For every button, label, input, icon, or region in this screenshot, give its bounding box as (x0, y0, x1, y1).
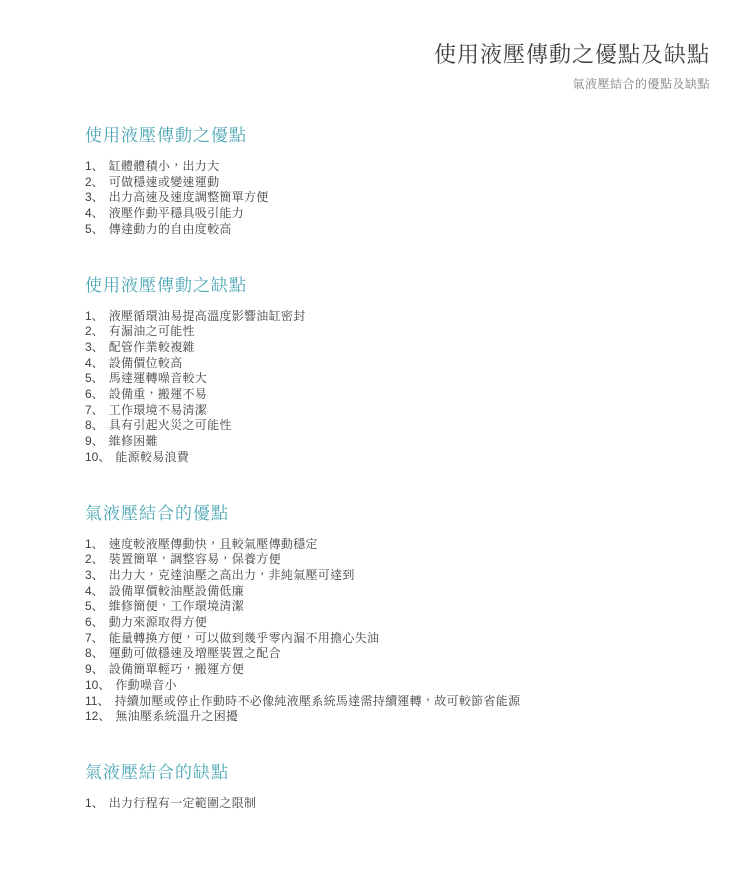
section-heading: 使用液壓傳動之缺點 (85, 275, 247, 295)
document-header (85, 40, 710, 92)
document-section (85, 762, 710, 812)
list-item (85, 678, 710, 694)
document-section (85, 125, 710, 238)
list-item-text: 工作環境不易清潔 (108, 402, 208, 417)
list-item-text: 速度較液壓傳動快，且較氣壓傳動穩定 (108, 536, 318, 551)
list-item-text: 可做穩速或變速運動 (108, 174, 220, 189)
list-item-number: 6、 (85, 615, 104, 630)
list-item-number: 1、 (85, 159, 104, 173)
list-item-text: 馬達運轉噪音較大 (108, 371, 208, 386)
list-item (85, 206, 710, 222)
list-item-text: 出力行程有一定範圍之限制 (108, 795, 257, 810)
list-item-number: 8、 (85, 646, 104, 661)
list-item-text: 無油壓系統溫升之困擾 (115, 709, 239, 724)
list-item-text: 有漏油之可能性 (108, 324, 195, 339)
list-item-number: 1、 (85, 308, 104, 323)
section-heading: 使用液壓傳動之優點 (85, 126, 247, 145)
list-item-number: 10、 (85, 677, 111, 692)
list-item (85, 646, 710, 662)
list-item-number: 8、 (85, 418, 104, 433)
list-item-text: 動力來源取得方便 (108, 615, 208, 630)
list-item-number: 1、 (85, 536, 104, 551)
list-item-text: 出力大，克達油壓之高出力，非純氣壓可達到 (108, 567, 355, 582)
list-item-text: 配管作業較複雜 (108, 339, 195, 354)
list-item-text: 具有引起火災之可能性 (108, 418, 232, 433)
list-item-text: 設備單價較油壓設備低廉 (108, 583, 244, 598)
list-item-number: 5、 (85, 371, 104, 386)
page-subtitle: 氣液壓結合的優點及缺點 (572, 77, 710, 91)
section-list (85, 309, 710, 466)
list-item-number: 3、 (85, 339, 104, 354)
list-item-number: 4、 (85, 206, 104, 221)
list-item (85, 175, 710, 191)
document-section (85, 275, 710, 466)
list-item-text: 運動可做穩速及增壓裝置之配合 (108, 646, 281, 661)
list-item (85, 403, 710, 419)
list-item (85, 340, 710, 356)
list-item (85, 584, 710, 600)
list-item-text: 持續加壓或停止作動時不必像純液壓系統馬達需持續運轉，故可較節省能源 (114, 693, 521, 708)
list-item-text: 能量轉換方便，可以做到幾乎零內漏不用擔心失油 (108, 630, 380, 645)
list-item-text: 維修簡便，工作環境清潔 (108, 599, 244, 614)
list-item-number: 6、 (85, 387, 104, 402)
list-item (85, 631, 710, 647)
list-item (85, 324, 710, 340)
list-item-text: 設備重，搬運不易 (108, 387, 208, 402)
list-item-number: 7、 (85, 630, 104, 645)
list-item-text: 能源較易浪費 (115, 449, 190, 464)
list-item-number: 4、 (85, 583, 104, 598)
list-item (85, 434, 710, 450)
list-item-text: 維修困難 (108, 434, 158, 449)
list-item-number: 1、 (85, 795, 104, 810)
list-item-number: 2、 (85, 174, 104, 189)
list-item-text: 出力高速及速度調整簡單方便 (108, 190, 269, 205)
list-item-number: 5、 (85, 599, 104, 614)
list-item (85, 599, 710, 615)
list-item (85, 387, 710, 403)
list-item-number: 7、 (85, 402, 104, 417)
list-item-number: 3、 (85, 190, 104, 205)
list-item (85, 568, 710, 584)
list-item-number: 9、 (85, 662, 104, 677)
list-item-text: 設備簡單輕巧，搬運方便 (108, 662, 244, 677)
list-item (85, 418, 710, 434)
list-item-number: 10、 (85, 449, 111, 464)
list-item-number: 9、 (85, 434, 104, 449)
page-title: 使用液壓傳動之優點及缺點 (433, 42, 710, 67)
section-heading: 氣液壓結合的優點 (85, 503, 229, 523)
list-item (85, 552, 710, 568)
list-item (85, 662, 710, 678)
list-item (85, 222, 710, 238)
list-item (85, 796, 710, 812)
list-item-text: 缸體體積小，出力大 (108, 159, 220, 173)
list-item (85, 159, 710, 175)
list-item (85, 694, 710, 710)
document-section (85, 503, 710, 725)
list-item-text: 設備價位較高 (108, 355, 183, 370)
section-heading: 氣液壓結合的缺點 (85, 762, 229, 782)
list-item-text: 傳達動力的自由度較高 (108, 221, 232, 236)
list-item (85, 371, 710, 387)
section-list (85, 159, 710, 238)
list-item-number: 2、 (85, 324, 104, 339)
document-body (85, 125, 710, 812)
list-item (85, 309, 710, 325)
list-item (85, 190, 710, 206)
list-item-text: 液壓循環油易提高溫度影響油缸密封 (108, 308, 306, 323)
list-item-text: 裝置簡單，調整容易，保養方便 (108, 552, 281, 567)
list-item (85, 537, 710, 553)
section-list (85, 796, 710, 812)
list-item-number: 3、 (85, 567, 104, 582)
list-item-number: 11、 (85, 693, 110, 708)
list-item (85, 356, 710, 372)
list-item (85, 709, 710, 725)
list-item-number: 4、 (85, 355, 104, 370)
list-item-text: 作動噪音小 (115, 677, 177, 692)
list-item-number: 5、 (85, 221, 104, 236)
list-item-number: 2、 (85, 552, 104, 567)
list-item-number: 12、 (85, 709, 111, 724)
section-list (85, 537, 710, 725)
list-item (85, 450, 710, 466)
list-item-text: 液壓作動平穩具吸引能力 (108, 206, 244, 221)
list-item (85, 615, 710, 631)
